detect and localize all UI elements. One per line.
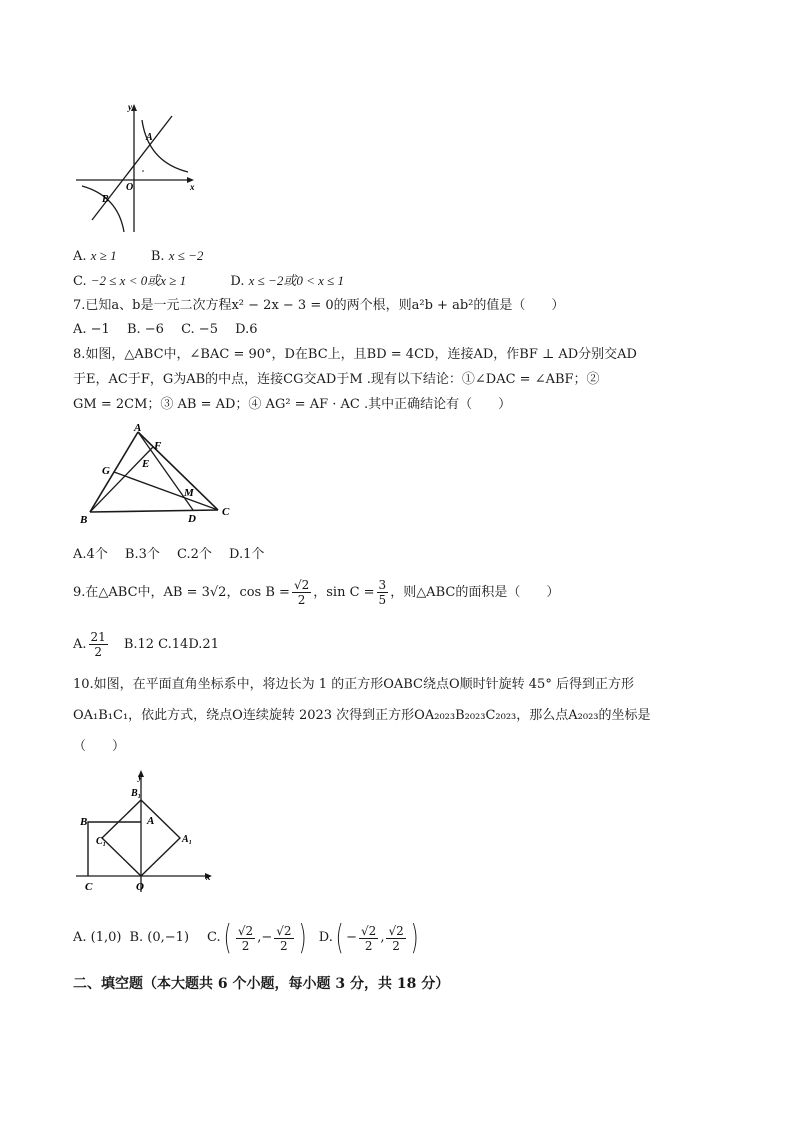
label-A: A [147,815,155,827]
label-D: D [188,513,196,525]
q6-option-row-2 [73,272,344,291]
q6-option-d: x ≤ −2或0 < x ≤ 1 [248,273,344,288]
q6-option-c-prefix: C. [73,274,87,289]
q10-stem-line-2: OA₁B₁C₁，依此方式，绕点O连续旋转 2023 次得到正方形OA₂₀₂₃B₂₀₂₃C₂₀₂₃，那么点A₂₀₂₃的坐标是 [73,708,651,723]
q7-options: A. −1 B. −6 C. −5 D.6 [73,322,258,337]
segment-BF [90,447,153,512]
q6-option-c: −2 ≤ x < 0或x ≥ 1 [90,273,187,288]
label-M: M [184,487,194,499]
q10-option-c-left-paren: ( [223,918,232,958]
q8-stem-line-2: 于E，AC于F，G为AB的中点，连接CG交AD于M .现有以下结论：①∠DAC = ∠ABF；② [73,372,600,387]
segment-AC [138,432,218,510]
q6-option-d-prefix: D. [230,274,245,289]
q8-stem-line-1: 8.如图，△ABC中，∠BAC = 90°，D在BC上，且BD = 4CD，连接AD，作BF ⊥ AD分别交AD [73,347,637,362]
q10-option-c-numerator-1: √2 [237,923,254,938]
q10-option-b: B. (0,−1) [129,930,190,945]
label-x: x [206,872,211,882]
q10-option-c-numerator-2: √2 [276,923,292,938]
q10-option-c-separator: ,− [257,930,273,945]
q10-option-c-right-paren: ) [298,918,307,958]
q6-option-row-1 [73,247,203,266]
hyperbola-branch-2 [82,186,124,232]
q10-option-d-left-paren: ( [335,918,344,958]
label-A: A [146,132,153,143]
label-G: G [102,465,110,477]
q10-option-d-numerator-2: √2 [388,923,404,938]
label-B: B [80,514,88,526]
rotated-square-figure [72,766,222,898]
q9-stem-part2: ，sin C = [313,584,375,600]
q9-sinC-numerator: 3 [378,578,387,592]
q6-option-b-prefix: B. [150,249,165,264]
q10-option-c-denominator-2: 2 [280,938,288,953]
q9-cosB-denominator: 2 [297,593,306,607]
q10-option-c-fraction-2 [274,924,293,953]
label-y: y [128,102,132,112]
q10-option-d-denominator-1: 2 [364,938,373,953]
triangle-figure [72,420,242,530]
q10-option-d-fraction-2 [386,924,405,953]
q6-option-a: x ≥ 1 [90,248,117,263]
label-C: C [222,506,230,518]
label-B1: B₁ [131,788,142,799]
label-B: B [102,194,109,205]
q10-option-c-prefix: C. [207,930,221,945]
q6-option-a-prefix: A. [73,249,87,264]
label-F: F [154,440,162,452]
q10-options [73,916,421,960]
origin-dot [142,170,144,172]
q10-option-c-fraction-1 [236,924,255,953]
label-O: O [136,881,144,893]
q7-stem: 7.已知a、b是一元二次方程x² − 2x − 3 = 0的两个根，则a²b + ab²的值是（ ） [73,298,565,313]
q10-option-d-right-paren: ) [410,918,419,958]
q9-stem-part3: ，则△ABC的面积是（ ） [390,584,560,600]
label-E: E [142,458,150,470]
q9-cosB-numerator: √2 [293,578,310,592]
q8-options: A.4个 B.3个 C.2个 D.1个 [73,547,265,562]
q9-sinC-fraction [377,578,389,607]
label-A1: A₁ [182,834,193,845]
q9-option-a-numerator: 21 [90,630,106,644]
section-2-heading: 二、填空题（本大题共 6 个小题，每小题 3 分，共 18 分） [73,976,450,992]
q10-option-d-separator: , [380,930,385,945]
q10-option-d-numerator-1: √2 [361,923,377,938]
q10-option-c-denominator-1: 2 [241,938,250,953]
q10-option-d-minus: − [346,930,358,945]
q9-options-rest: B.12 C.14D.21 [123,636,219,652]
q10-stem-line-3: （ ） [73,739,126,754]
q10-option-d-fraction-1 [359,924,378,953]
segment-BC [90,510,218,512]
q9-option-a-fraction [89,630,108,659]
q9-options [73,630,219,659]
q9-cosB-fraction [292,578,311,607]
label-A: A [134,422,142,434]
label-C: C [85,881,93,893]
label-O: O [126,182,134,193]
q9-stem [73,578,559,607]
q9-option-a-denominator: 2 [94,645,102,659]
q10-option-a: A. (1,0) [73,930,122,945]
q6-option-b: x ≤ −2 [168,248,204,263]
label-B: B [80,816,88,828]
label-C1: C₁ [96,836,107,847]
q9-option-a-prefix: A. [73,636,87,652]
segment-GC [114,472,218,510]
hyperbola-line-figure [72,98,202,238]
q9-sinC-denominator: 5 [378,593,387,607]
q8-stem-line-3: GM = 2CM；③ AB = AD；④ AG² = AF · AC .其中正确结论有（ ） [73,397,512,412]
label-y: y [138,772,142,782]
q10-option-d-prefix: D. [318,930,333,945]
q9-stem-part1: 9.在△ABC中，AB = 3√2，cos B = [73,584,290,600]
q10-stem-line-1: 10.如图，在平面直角坐标系中，将边长为 1 的正方形OABC绕点O顺时针旋转 45° 后得到正方形 [73,677,634,692]
label-x: x [190,182,195,192]
q10-option-d-denominator-2: 2 [392,938,400,953]
